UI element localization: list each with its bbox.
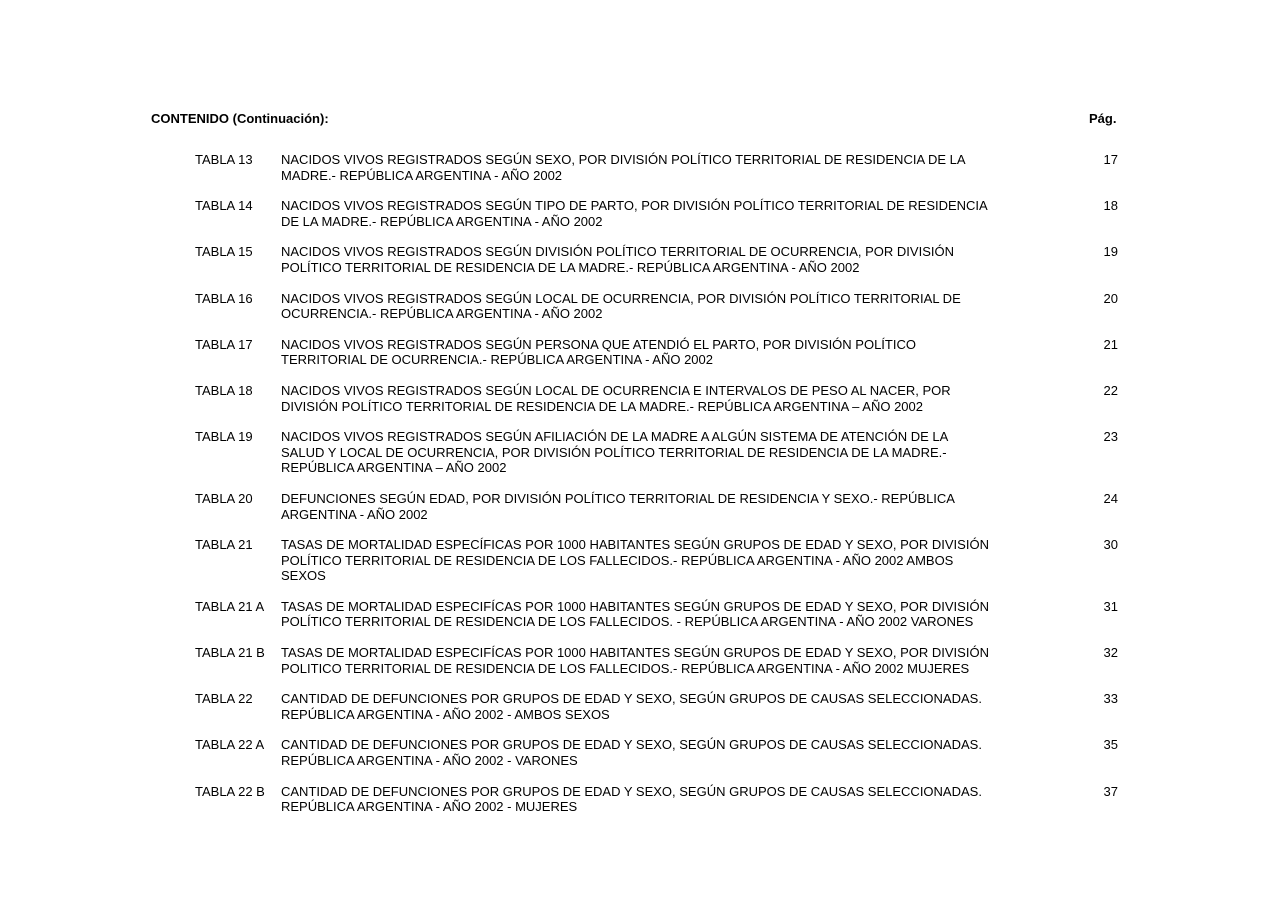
- contents-entry: [0, 152, 1280, 183]
- entry-label: TABLA 15: [195, 244, 253, 260]
- contents-list: [0, 152, 1280, 830]
- entry-label: TABLA 16: [195, 290, 253, 306]
- entry-label: TABLA 19: [195, 429, 253, 445]
- contents-entry: [0, 645, 1280, 676]
- entry-label: TABLA 18: [195, 382, 253, 398]
- contents-entry: [0, 599, 1280, 630]
- entry-description: NACIDOS VIVOS REGISTRADOS SEGÚN AFILIACIÓN DE LA MADRE A ALGÚN SISTEMA DE ATENCIÓN DE LA SALUD Y LOCAL DE OCURRENCIA, POR DIVISIÓN POLÍTICO TERRITORIAL DE RESIDENCIA DE LA MADRE.- REPÚBLICA ARGENTINA – AÑO 2002: [281, 429, 949, 476]
- contents-entry: [0, 337, 1280, 368]
- entry-description: NACIDOS VIVOS REGISTRADOS SEGÚN DIVISIÓN POLÍTICO TERRITORIAL DE OCURRENCIA, POR DIVISIÓN POLÍTICO TERRITORIAL DE RESIDENCIA DE LA MADRE.- REPÚBLICA ARGENTINA - AÑO 2002: [281, 244, 954, 275]
- entry-page-number: 33: [1103, 691, 1118, 707]
- entry-label: TABLA 22: [195, 691, 253, 707]
- contents-heading: CONTENIDO (Continuación):: [151, 111, 329, 126]
- contents-entry: [0, 429, 1280, 476]
- contents-entry: [0, 491, 1280, 522]
- entry-page-number: 21: [1103, 336, 1118, 352]
- entry-label: TABLA 13: [195, 152, 253, 167]
- entry-description: CANTIDAD DE DEFUNCIONES POR GRUPOS DE EDAD Y SEXO, SEGÚN GRUPOS DE CAUSAS SELECCIONADAS. REPÚBLICA ARGENTINA - AÑO 2002 - AMBOS SEXOS: [281, 691, 982, 722]
- entry-page-number: 35: [1103, 737, 1118, 753]
- entry-label: TABLA 17: [195, 336, 253, 352]
- entry-page-number: 37: [1103, 783, 1118, 799]
- entry-description: TASAS DE MORTALIDAD ESPECIFÍCAS POR 1000 HABITANTES SEGÚN GRUPOS DE EDAD Y SEXO, POR DIVISIÓN POLITICO TERRITORIAL DE RESIDENCIA DE LOS FALLECIDOS.- REPÚBLICA ARGENTINA - AÑO 2002 MUJERES: [281, 645, 989, 676]
- entry-description: CANTIDAD DE DEFUNCIONES POR GRUPOS DE EDAD Y SEXO, SEGÚN GRUPOS DE CAUSAS SELECCIONADAS. REPÚBLICA ARGENTINA - AÑO 2002 - VARONES: [281, 737, 982, 769]
- entry-description: TASAS DE MORTALIDAD ESPECÍFICAS POR 1000 HABITANTES SEGÚN GRUPOS DE EDAD Y SEXO, POR DIVISIÓN POLÍTICO TERRITORIAL DE RESIDENCIA DE LOS FALLECIDOS.- REPÚBLICA ARGENTINA - AÑO 2002 AMBOS SEXOS: [281, 537, 989, 584]
- entry-description: CANTIDAD DE DEFUNCIONES POR GRUPOS DE EDAD Y SEXO, SEGÚN GRUPOS DE CAUSAS SELECCIONADAS. REPÚBLICA ARGENTINA - AÑO 2002 - MUJERES: [281, 783, 982, 815]
- contents-entry: [0, 291, 1280, 322]
- entry-page-number: 23: [1103, 429, 1118, 445]
- entry-page-number: 31: [1103, 598, 1118, 614]
- entry-description: DEFUNCIONES SEGÚN EDAD, POR DIVISIÓN POLÍTICO TERRITORIAL DE RESIDENCIA Y SEXO.- REPÚBLICA ARGENTINA - AÑO 2002: [281, 490, 955, 522]
- entry-page-number: 18: [1103, 198, 1118, 214]
- entry-page-number: 22: [1103, 382, 1118, 398]
- contents-entry: [0, 737, 1280, 768]
- entry-label: TABLA 22 B: [195, 783, 265, 799]
- contents-entry: [0, 691, 1280, 722]
- entry-description: NACIDOS VIVOS REGISTRADOS SEGÚN SEXO, POR DIVISIÓN POLÍTICO TERRITORIAL DE RESIDENCIA DE LA MADRE.- REPÚBLICA ARGENTINA - AÑO 2002: [281, 152, 966, 183]
- entry-description: NACIDOS VIVOS REGISTRADOS SEGÚN PERSONA QUE ATENDIÓ EL PARTO, POR DIVISIÓN POLÍTICO TERRITORIAL DE OCURRENCIA.- REPÚBLICA ARGENTINA - AÑO 2002: [281, 336, 916, 368]
- contents-entry: [0, 537, 1280, 584]
- entry-page-number: 19: [1103, 244, 1118, 260]
- entry-page-number: 32: [1103, 645, 1118, 661]
- entry-label: TABLA 21 A: [195, 598, 265, 614]
- entry-description: NACIDOS VIVOS REGISTRADOS SEGÚN TIPO DE PARTO, POR DIVISIÓN POLÍTICO TERRITORIAL DE RESIDENCIA DE LA MADRE.- REPÚBLICA ARGENTINA - AÑO 2002: [281, 198, 988, 229]
- entry-page-number: 20: [1103, 290, 1118, 306]
- entry-page-number: 30: [1103, 537, 1118, 553]
- entry-description: TASAS DE MORTALIDAD ESPECIFÍCAS POR 1000 HABITANTES SEGÚN GRUPOS DE EDAD Y SEXO, POR DIVISIÓN POLÍTICO TERRITORIAL DE RESIDENCIA DE LOS FALLECIDOS. - REPÚBLICA ARGENTINA - AÑO 2002 VARONES: [281, 598, 989, 630]
- contents-entry: [0, 198, 1280, 229]
- entry-label: TABLA 22 A: [195, 737, 265, 753]
- entry-description: NACIDOS VIVOS REGISTRADOS SEGÚN LOCAL DE OCURRENCIA E INTERVALOS DE PESO AL NACER, POR DIVISIÓN POLÍTICO TERRITORIAL DE RESIDENCIA DE LA MADRE.- REPÚBLICA ARGENTINA – AÑO 2002: [281, 382, 951, 414]
- contents-entry: [0, 383, 1280, 414]
- entry-label: TABLA 14: [195, 198, 253, 214]
- entry-label: TABLA 21 B: [195, 645, 265, 661]
- contents-entry: [0, 244, 1280, 275]
- page-column-heading: Pág.: [1089, 111, 1117, 126]
- entry-label: TABLA 20: [195, 490, 253, 506]
- entry-label: TABLA 21: [195, 537, 253, 553]
- entry-description: NACIDOS VIVOS REGISTRADOS SEGÚN LOCAL DE OCURRENCIA, POR DIVISIÓN POLÍTICO TERRITORIAL DE OCURRENCIA.- REPÚBLICA ARGENTINA - AÑO 2002: [281, 290, 961, 322]
- contents-entry: [0, 784, 1280, 815]
- entry-page-number: 17: [1103, 152, 1118, 167]
- entry-page-number: 24: [1103, 490, 1118, 506]
